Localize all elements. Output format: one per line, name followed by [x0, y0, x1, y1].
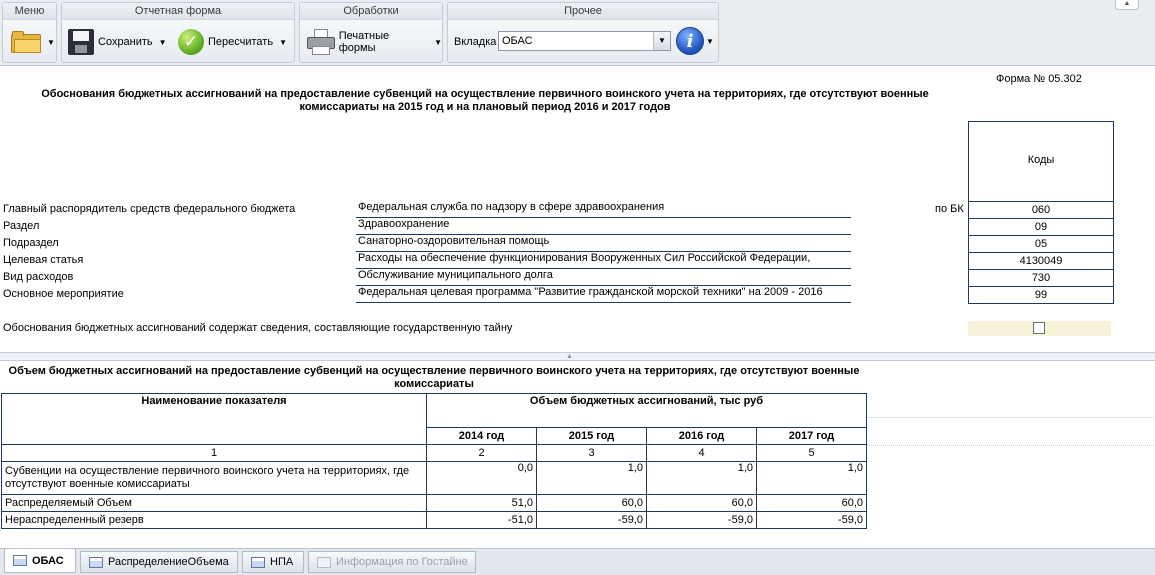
tab-state-secret-info-label: Информация по Гостайне [336, 556, 468, 568]
chevron-down-icon: ▼ [279, 37, 287, 47]
table-title: Объем бюджетных ассигнований на предоставление субвенций на осуществление первичного воинского учета на территориях, где отсутствуют военные комиссариаты [8, 365, 860, 390]
code-main-distributor[interactable]: 060 [968, 202, 1114, 219]
value-cell[interactable]: 60,0 [647, 495, 757, 512]
main-distributor-field[interactable]: Федеральная служба по надзору в сфере здравоохранения [356, 201, 851, 218]
code-subsection[interactable]: 05 [968, 236, 1114, 253]
header-year-2014: 2014 год [427, 428, 537, 445]
chevron-down-icon[interactable]: ▼ [706, 37, 714, 46]
col-number: 1 [2, 445, 427, 462]
tab-npa[interactable] [242, 551, 304, 573]
col-number: 3 [537, 445, 647, 462]
allocations-table [1, 393, 867, 529]
table-row [2, 495, 867, 512]
processing-group-title: Обработки [300, 3, 442, 20]
value-cell[interactable]: -59,0 [757, 512, 867, 529]
value-cell[interactable]: 51,0 [427, 495, 537, 512]
menu-group [2, 2, 57, 63]
other-group-title: Прочее [448, 3, 718, 20]
table-icon [317, 557, 331, 568]
pobk-label: по БК [935, 203, 964, 215]
code-expense-type[interactable]: 730 [968, 270, 1114, 287]
header-volume: Объем бюджетных ассигнований, тыс руб [427, 394, 867, 428]
code-target-article[interactable]: 4130049 [968, 253, 1114, 270]
recalculate-button[interactable] [178, 25, 287, 59]
code-section[interactable]: 09 [968, 219, 1114, 236]
save-button[interactable] [68, 25, 167, 59]
value-cell[interactable]: 0,0 [427, 462, 537, 495]
state-secret-checkbox[interactable] [1033, 322, 1045, 334]
code-main-activity[interactable]: 99 [968, 287, 1114, 304]
form-number: Форма № 05.302 [996, 73, 1082, 85]
chevron-down-icon: ▼ [47, 37, 55, 47]
tab-selector-value: ОБАС [502, 35, 533, 47]
folder-icon [11, 31, 41, 53]
state-secret-label: Обоснования бюджетных ассигнований содержат сведения, составляющие государственную тайну [3, 322, 513, 334]
row-label-section: Раздел [3, 220, 40, 232]
row-label-subsection: Подраздел [3, 237, 59, 249]
value-cell[interactable]: 1,0 [537, 462, 647, 495]
header-indicator-name: Наименование показателя [2, 394, 427, 445]
tab-obas[interactable] [4, 549, 76, 573]
collapse-ribbon-button[interactable]: ▲ [1115, 0, 1139, 10]
target-article-field[interactable]: Расходы на обеспечение функционирования Вооруженных Сил Российской Федерации, [356, 252, 851, 269]
tab-selector-label: Вкладка [454, 36, 497, 48]
row-label-main-distributor: Главный распорядитель средств федерального бюджета [3, 203, 296, 215]
chevron-down-icon[interactable]: ▼ [653, 32, 670, 50]
menu-group-title: Меню [3, 3, 56, 20]
row-name: Нераспределенный резерв [2, 512, 427, 529]
row-name: Распределяемый Объем [2, 495, 427, 512]
bottom-tab-bar [0, 548, 1155, 575]
splitter-grip-icon[interactable]: ▲ [566, 353, 573, 360]
processing-group [299, 2, 443, 63]
table-icon [251, 557, 265, 568]
col-number: 5 [757, 445, 867, 462]
row-label-target-article: Целевая статья [3, 254, 84, 266]
pane-splitter[interactable] [0, 352, 1155, 361]
save-icon [68, 29, 94, 55]
menu-button[interactable] [11, 25, 55, 59]
header-year-2016: 2016 год [647, 428, 757, 445]
grid-divider [867, 445, 1154, 446]
table-pane [0, 362, 1155, 545]
expense-type-field[interactable]: Обслуживание муниципального долга [356, 269, 851, 286]
subsection-field[interactable]: Санаторно-оздоровительная помощь [356, 235, 851, 252]
recalculate-label: Пересчитать [208, 36, 274, 48]
main-activity-field[interactable]: Федеральная целевая программа "Развитие гражданской морской техники" на 2009 - 2016 [356, 286, 851, 303]
value-cell[interactable]: 60,0 [537, 495, 647, 512]
form-title: Обоснования бюджетных ассигнований на предоставление субвенций на осуществление первичного воинского учета на территориях, где отсутствуют военные комиссариаты на 2015 год и на плановый период 2016 и 2017 годов [41, 88, 929, 113]
ribbon-toolbar [0, 0, 1155, 66]
table-icon [89, 557, 103, 568]
col-number: 4 [647, 445, 757, 462]
tab-volume-distribution[interactable] [80, 551, 238, 573]
section-field[interactable]: Здравоохранение [356, 218, 851, 235]
row-label-expense-type: Вид расходов [3, 271, 74, 283]
other-group [447, 2, 719, 63]
report-group-title: Отчетная форма [62, 3, 294, 20]
tab-obas-label: ОБАС [32, 554, 64, 567]
tab-volume-distribution-label: РаспределениеОбъема [108, 556, 229, 568]
chevron-down-icon: ▼ [434, 37, 442, 47]
header-year-2017: 2017 год [757, 428, 867, 445]
grid-divider [867, 417, 1154, 418]
value-cell[interactable]: 1,0 [757, 462, 867, 495]
form-pane [0, 67, 1155, 352]
value-cell[interactable]: -59,0 [647, 512, 757, 529]
save-label: Сохранить [98, 36, 153, 48]
table-row [2, 462, 867, 495]
tab-state-secret-info [308, 551, 476, 573]
header-year-2015: 2015 год [537, 428, 647, 445]
value-cell[interactable]: 1,0 [647, 462, 757, 495]
state-secret-cell[interactable] [968, 321, 1111, 336]
value-cell[interactable]: 60,0 [757, 495, 867, 512]
value-cell[interactable]: -59,0 [537, 512, 647, 529]
codes-header: Коды [968, 121, 1114, 202]
row-name: Субвенции на осуществление первичного воинского учета на территориях, где отсутствуют военные комиссариаты [2, 462, 427, 495]
print-forms-label: Печатные формы [338, 30, 390, 54]
report-group [61, 2, 295, 63]
print-forms-button[interactable] [307, 25, 442, 59]
value-cell[interactable]: -51,0 [427, 512, 537, 529]
tab-selector-dropdown[interactable] [498, 31, 671, 51]
row-label-main-activity: Основное мероприятие [3, 288, 124, 300]
checkmark-icon: ✓ [178, 29, 204, 55]
printer-icon [307, 29, 335, 55]
info-icon[interactable]: i [676, 27, 704, 55]
col-number: 2 [427, 445, 537, 462]
table-icon [13, 555, 27, 566]
table-row [2, 512, 867, 529]
tab-npa-label: НПА [270, 556, 294, 568]
chevron-down-icon: ▼ [158, 37, 167, 47]
